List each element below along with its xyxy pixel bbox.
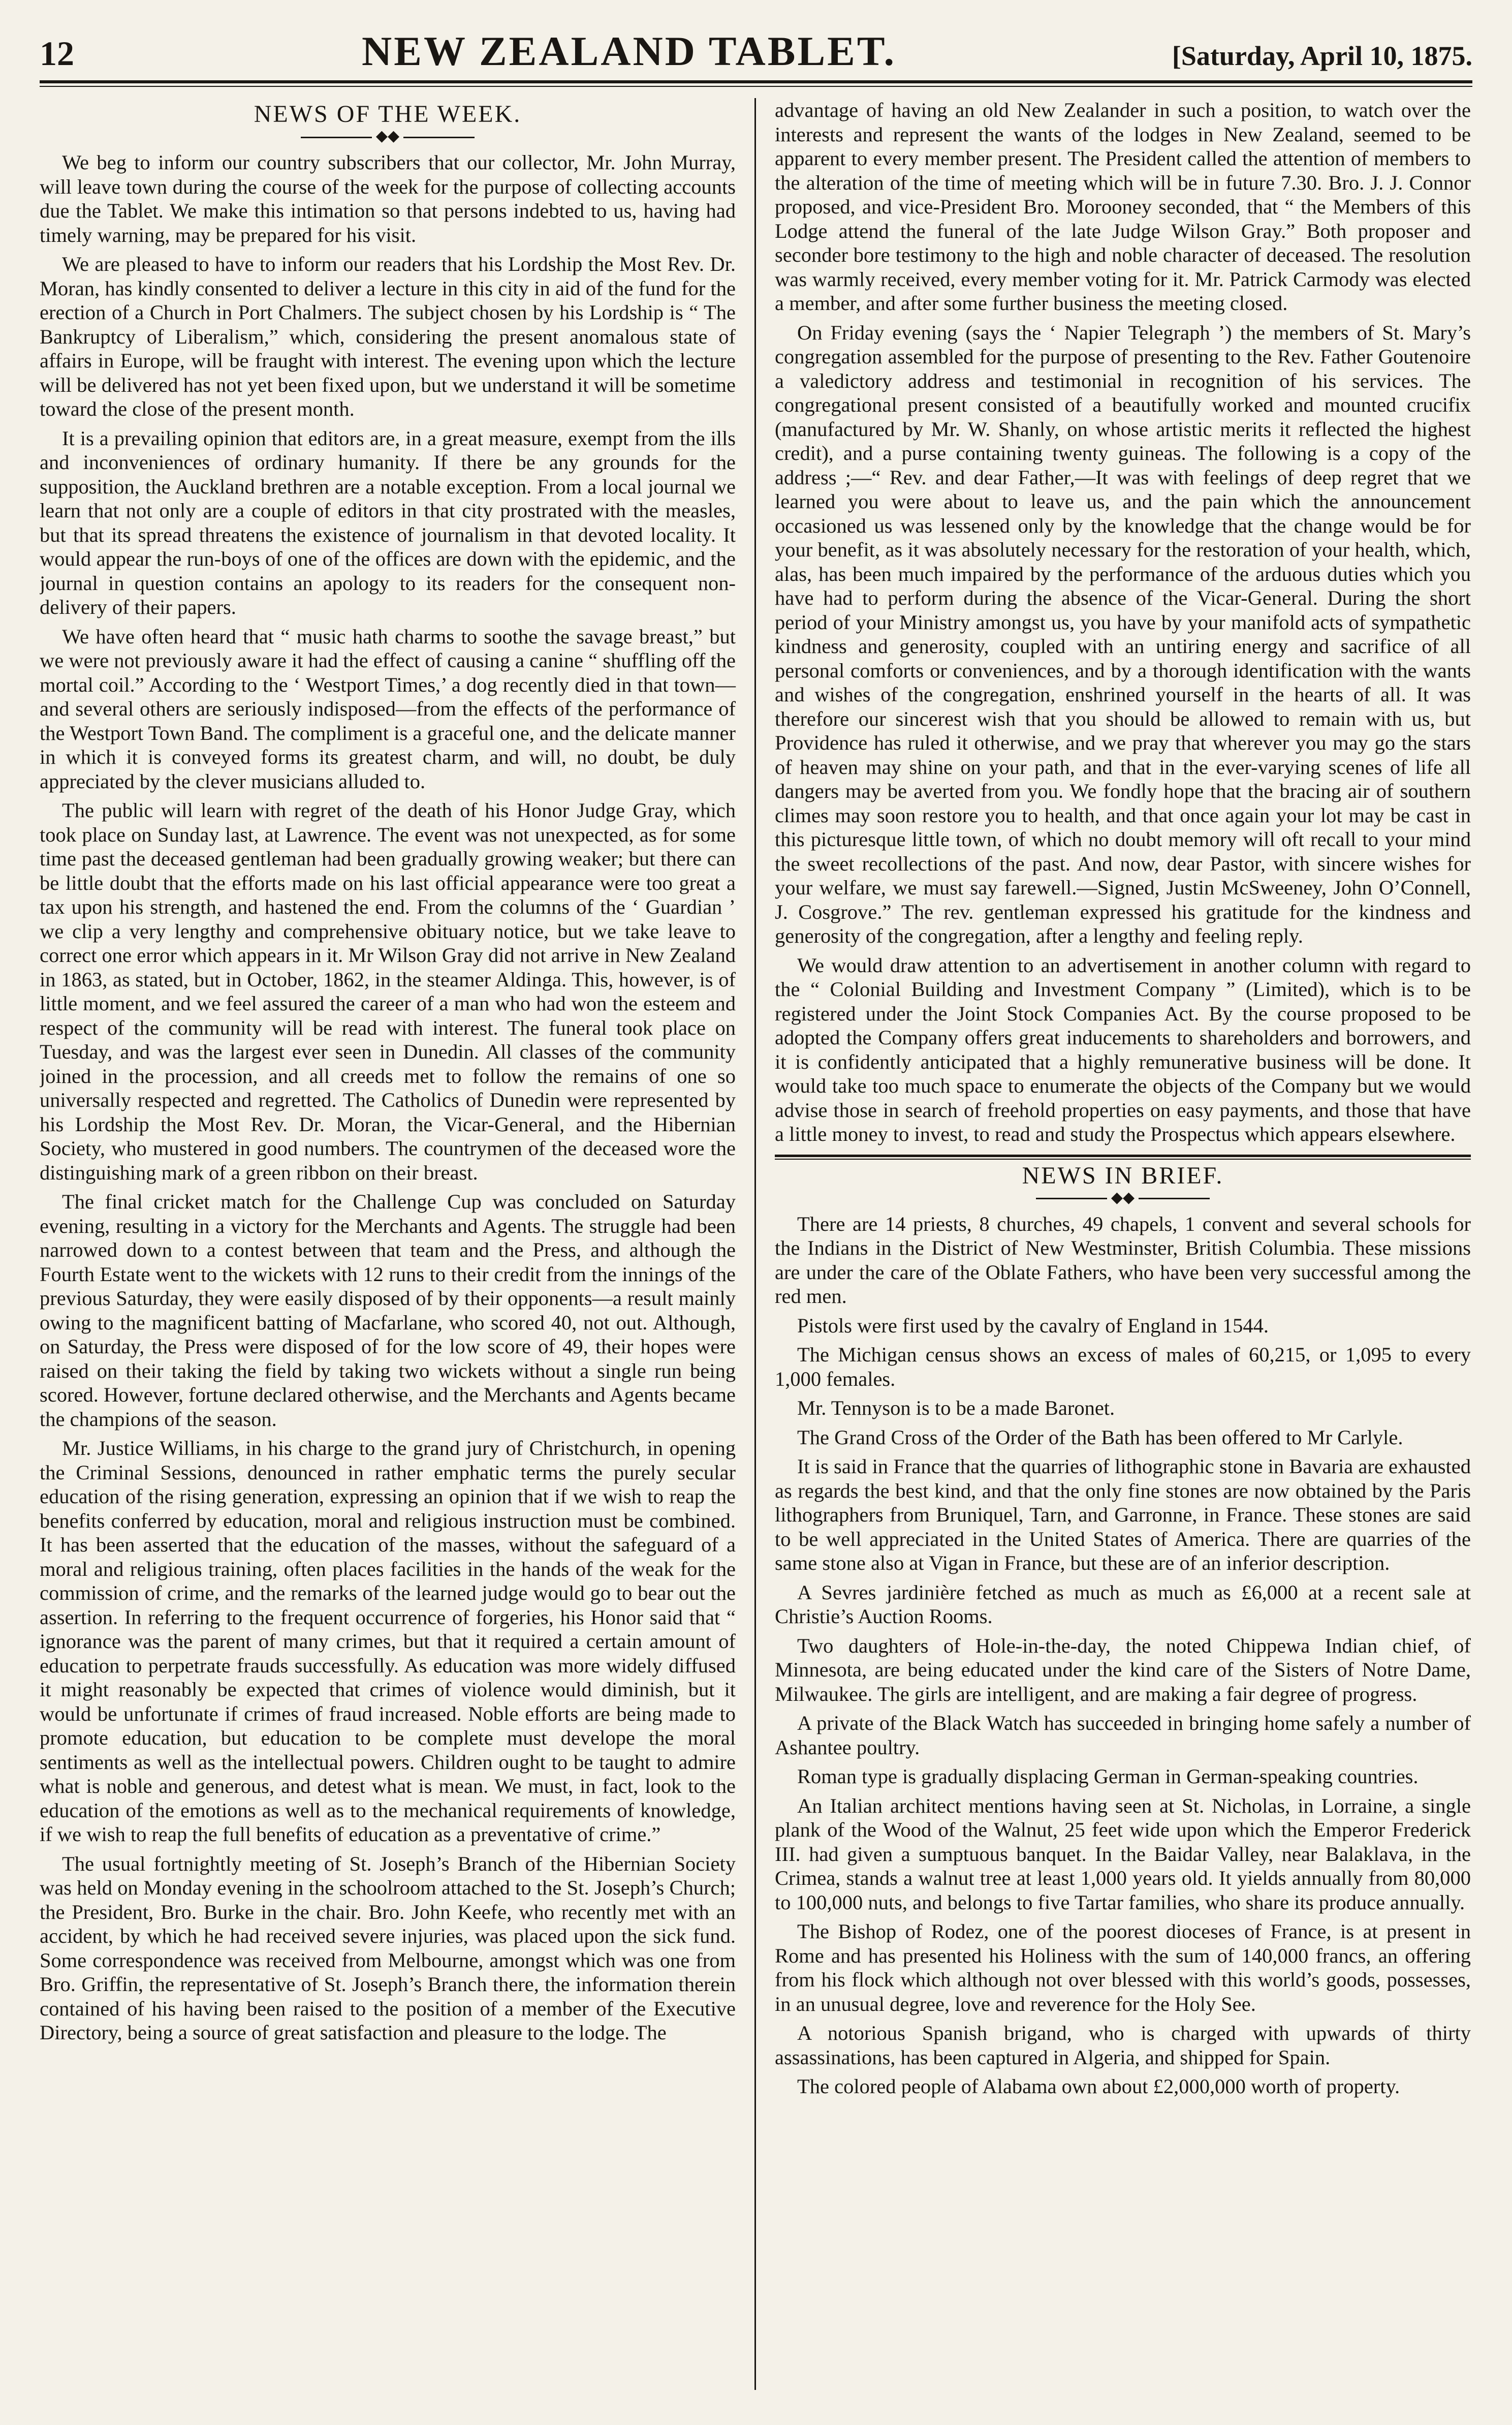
- brief-item: Roman type is gradually displacing German in German-speaking countries.: [797, 1765, 1419, 1788]
- news-of-the-week-heading: NEWS OF THE WEEK.: [254, 101, 522, 128]
- brief-item: The Grand Cross of the Order of the Bath has been offered to Mr Carlyle.: [797, 1425, 1403, 1449]
- ornament-icon: ◆◆: [375, 128, 400, 144]
- article-paragraph: On Friday evening (says the ‘ Napier Telegraph ’) the members of St. Mary’s congregation assembled for the purpose of presenting to the Rev. Father Goutenoire a valedictory address and testimonial in recognition of his services. The congregational present consisted of a beautifully worked and mounted crucifix (manufactured by Mr. W. Shanly, on whose artistic merits it reflected the highest credit), and a purse containing twenty guineas. The following is a copy of the address ;—“ Rev. and dear Father,—It was with feelings of deep regret that we learned you were about to leave us, and the pain which the announcement occasioned us was lessened only by the knowledge that the change would be for your benefit, as it was absolutely necessary for the restoration of your health, which, alas, has been much impaired by the performance of the arduous duties which you have had to perform during the absence of the Vicar-General. During the short period of your Ministry amongst us, you have by your manifold acts of sympathetic kindness and generosity, coupled with an untiring energy and sacrifice of all personal comforts or conveniences, and by a thorough identification with the wants and wishes of the congregation, enshrined yourself in the hearts of all. It was therefore our sincerest wish that you should be allowed to remain with us, but Providence has ruled it otherwise, and we pray that wherever you may go the stars of heaven may shine on your path, and that in the ever-varying scenes of life all dangers may be averted from you. We fondly hope that the bracing air of southern climes may soon restore you to health, and that once again your lot may be cast in this picturesque little town, of which no doubt memory will oft recall to your mind the sweet recollections of the past. And now, dear Pastor, with sincere wishes for your welfare, we must say farewell.—Signed, Justin McSweeney, John O’Connell, J. Cosgrove.” The rev. gentleman expressed his gratitude for the kindness and generosity of the congregation, after a lengthy and feeling reply.: [775, 321, 1471, 947]
- article-paragraph: We are pleased to have to inform our readers that his Lordship the Most Rev. Dr. Moran, has kindly consented to deliver a lecture in this city in aid of the fund for the erection of a Church in Port Chalmers. The subject chosen by his Lordship is “ The Bankruptcy of Liberalism,” which, considering the present anomalous state of affairs in Europe, will be fraught with interest. The evening upon which the lecture will be delivered has not yet been fixed upon, but we understand it will be sometime toward the close of the present month.: [40, 253, 736, 420]
- brief-item: There are 14 priests, 8 churches, 49 chapels, 1 convent and several schools for the Indians in the District of New Westminster, British Columbia. These missions are under the care of the Oblate Fathers, who have been very successful among the red men.: [775, 1212, 1471, 1308]
- paper-title: NEW ZEALAND TABLET.: [362, 28, 896, 74]
- brief-item: It is said in France that the quarries of lithographic stone in Bavaria are exhausted as regards the best kind, and that the only fine stones are now obtained by the Paris lithographers from Bruniquel, Tarn, and Garronne, in France. These stones are said to be well appreciated in the United States of America. There are quarries of the same stone also at Vigan in France, but these are of an inferior description.: [775, 1455, 1471, 1574]
- brief-item: The colored people of Alabama own about £2,000,000 worth of property.: [797, 2075, 1400, 2098]
- news-in-brief-rule: [775, 1155, 1471, 1160]
- page-number: 12: [40, 34, 74, 73]
- brief-item: A notorious Spanish brigand, who is charged with upwards of thirty assassinations, has been captured in Algeria, and shipped for Spain.: [775, 2022, 1471, 2069]
- brief-item: The Michigan census shows an excess of males of 60,215, or 1,095 to every 1,000 females.: [775, 1343, 1471, 1390]
- brief-item: Two daughters of Hole-in-the-day, the noted Chippewa Indian chief, of Minnesota, are being educated under the kind care of the Sisters of Notre Dame, Milwaukee. The girls are intelligent, and are making a fair degree of progress.: [775, 1634, 1471, 1705]
- brief-item: Pistols were first used by the cavalry of England in 1544.: [797, 1314, 1269, 1337]
- brief-item: A private of the Black Watch has succeeded in bringing home safely a number of Ashantee poultry.: [775, 1712, 1471, 1759]
- brief-item: An Italian architect mentions having seen at St. Nicholas, in Lorraine, a single plank of the Wood of the Walnut, 25 feet wide upon which the Emperor Frederick III. had given a sumptuous banquet. In the Baidar Valley, near Balaklava, in the Crimea, stands a walnut tree at least 1,000 years old. It yields annually from 80,000 to 100,000 nuts, and belongs to five Tartar families, who share its produce annually.: [775, 1794, 1471, 1914]
- issue-date: [Saturday, April 10, 1875.: [1172, 41, 1472, 71]
- brief-item: Mr. Tennyson is to be a made Baronet.: [797, 1396, 1115, 1419]
- page-columns: [40, 98, 1472, 2395]
- masthead-rule: [40, 80, 1472, 87]
- article-paragraph: We beg to inform our country subscribers that our collector, Mr. John Murray, will leave town during the course of the week for the purpose of collecting accounts due the Tablet. We make this intimation so that persons indebted to us, having had timely warning, may be prepared for his visit.: [40, 151, 736, 246]
- article-paragraph: Mr. Justice Williams, in his charge to the grand jury of Christchurch, in opening the Criminal Sessions, denounced in rather emphatic terms the purely secular education of the rising generation, expressing an opinion that if we wish to reap the benefits conferred by education, moral and religious instruction must be combined. It has been asserted that the education of the masses, without the safeguard of a moral and religious training, often places facilities in the hands of the weak for the commission of crime, and the remarks of the learned judge would go to bear out the assertion. In referring to the frequent occurrence of forgeries, his Honor said that “ ignorance was the parent of many crimes, but that it required a certain amount of education to perpetrate frauds successfully. As education was more widely diffused it might reasonably be expected that crimes of violence would diminish, but it would be unfortunate if crimes of fraud increased. Noble efforts are being made to promote education, but education to be complete must develope the moral sentiments as well as the intellectual powers. Children ought to be taught to admire what is noble and generous, and detest what is mean. We must, in fact, look to the education of the emotions as well as to the mechanical requirements of knowledge, if we wish to reap the full benefits of education as a preventative of crime.”: [40, 1437, 736, 1846]
- ornament-icon: ◆◆: [1111, 1189, 1135, 1206]
- brief-item: The Bishop of Rodez, one of the poorest dioceses of France, is at present in Rome and has presented his Holiness with the sum of 140,000 francs, an offering from his flock which although not over blessed with this world’s goods, possesses, in an unusual degree, love and reverence for the Holy See.: [775, 1920, 1471, 2015]
- article-paragraph: We have often heard that “ music hath charms to soothe the savage breast,” but we were not previously aware it had the effect of causing a canine “ shuffling off the mortal coil.” According to the ‘ Westport Times,’ a dog recently died in that town—and several others are seriously indisposed—from the effects of the performance of the Westport Town Band. The compliment is a graceful one, and the delicate manner in which it is conveyed forms its greatest charm, and will, no doubt, be duly appreciated by the clever musicians alluded to.: [40, 625, 736, 793]
- article-paragraph: It is a prevailing opinion that editors are, in a great measure, exempt from the ills and inconveniences of ordinary humanity. If there be any grounds for the supposition, the Auckland brethren are a notable exception. From a local journal we learn that not only are a couple of editors in that city prostrated with the measles, but that its spread threatens the existence of journalism in that devoted locality. It would appear the run-boys of one of the offices are down with the epidemic, and the journal in question contains an apology to its readers for the consequent non-delivery of their papers.: [40, 426, 736, 618]
- column-divider: [754, 98, 756, 2390]
- left-column: [40, 98, 751, 2395]
- right-column: [760, 98, 1471, 2395]
- heading-ornament: [40, 128, 736, 144]
- article-paragraph: The public will learn with regret of the death of his Honor Judge Gray, which took place on Sunday last, at Lawrence. The event was not unexpected, as for some time past the deceased gentleman had been gradually growing weaker; but there can be little doubt that the efforts made on his last official appearance were too great a tax upon his strength, and hastened the end. From the columns of the ‘ Guardian ’ we clip a very lengthy and comprehensive obituary notice, but we take leave to correct one error which appears in it. Mr Wilson Gray did not arrive in New Zealand in 1863, as stated, but in October, 1862, in the steamer Aldinga. This, however, is of little moment, and we feel assured the career of a man who had won the esteem and respect of the community will be read with interest. The funeral took place on Tuesday, and was the largest ever seen in Dunedin. All classes of the community joined in the procession, and all creeds met to follow the remains of one so universally respected and regretted. The Catholics of Dunedin were represented by his Lordship the Most Rev. Dr. Moran, the Vicar-General, and the Hibernian Society, who mustered in good numbers. The countrymen of the deceased wore the distinguishing mark of a green ribbon on their breast.: [40, 799, 736, 1184]
- article-paragraph: The usual fortnightly meeting of St. Joseph’s Branch of the Hibernian Society was held on Monday evening in the schoolroom attached to the St. Joseph’s Church; the President, Bro. Burke in the chair. Bro. John Keefe, who recently met with an accident, by which he had received severe injuries, was placed upon the sick fund. Some correspondence was received from Melbourne, amongst which was one from Bro. Griffin, the representative of St. Joseph’s Branch there, the information therein contained of his having been raised to the position of a member of the Executive Directory, being a source of great satisfaction and pleasure to the lodge. The: [40, 1852, 736, 2044]
- news-in-brief-heading: NEWS IN BRIEF.: [1022, 1162, 1224, 1189]
- brief-item: A Sevres jardinière fetched as much as much as £6,000 at a recent sale at Christie’s Auction Rooms.: [775, 1580, 1471, 1628]
- article-paragraph: The final cricket match for the Challenge Cup was concluded on Saturday evening, resulting in a victory for the Merchants and Agents. The struggle had been narrowed down to a contest between that team and the Press, and although the Fourth Estate went to the wickets with 12 runs to their credit from the innings of the previous Saturday, they were easily disposed of by their opponents—a result mainly owing to the magnificent batting of Macfarlane, who scored 40, not out. Although, on Saturday, the Press were disposed of for the low score of 49, their hopes were raised on their taking the field by taking two wickets without a single run being scored. However, fortune declared otherwise, and the Merchants and Agents became the champions of the season.: [40, 1190, 736, 1431]
- article-paragraph: We would draw attention to an advertisement in another column with regard to the “ Colonial Building and Investment Company ” (Limited), which is to be registered under the Joint Stock Companies Act. By the course proposed to be adopted the Company offers great inducements to shareholders and borrowers, and it is confidently anticipated that a highly remunerative business will be done. It would take too much space to enumerate the objects of the Company but we would advise those in search of freehold properties on easy payments, and those that have a little money to invest, to read and study the Prospectus which appears elsewhere.: [775, 953, 1471, 1145]
- brief-ornament: [775, 1190, 1471, 1206]
- masthead: [40, 27, 1472, 76]
- article-paragraph: advantage of having an old New Zealander in such a position, to watch over the interests and represent the wants of the lodges in New Zealand, seemed to be apparent to every member present. The President called the attention of members to the alteration of the time of meeting which will be in future 7.30. Bro. J. J. Connor proposed, and vice-President Bro. Morooney seconded, that “ the Members of this Lodge attend the funeral of the late Judge Wilson Gray.” Both proposer and seconder bore testimony to the high and noble character of deceased. The resolution was warmly received, every member voting for it. Mr. Patrick Carmody was elected a member, and after some further business the meeting closed.: [775, 99, 1471, 315]
